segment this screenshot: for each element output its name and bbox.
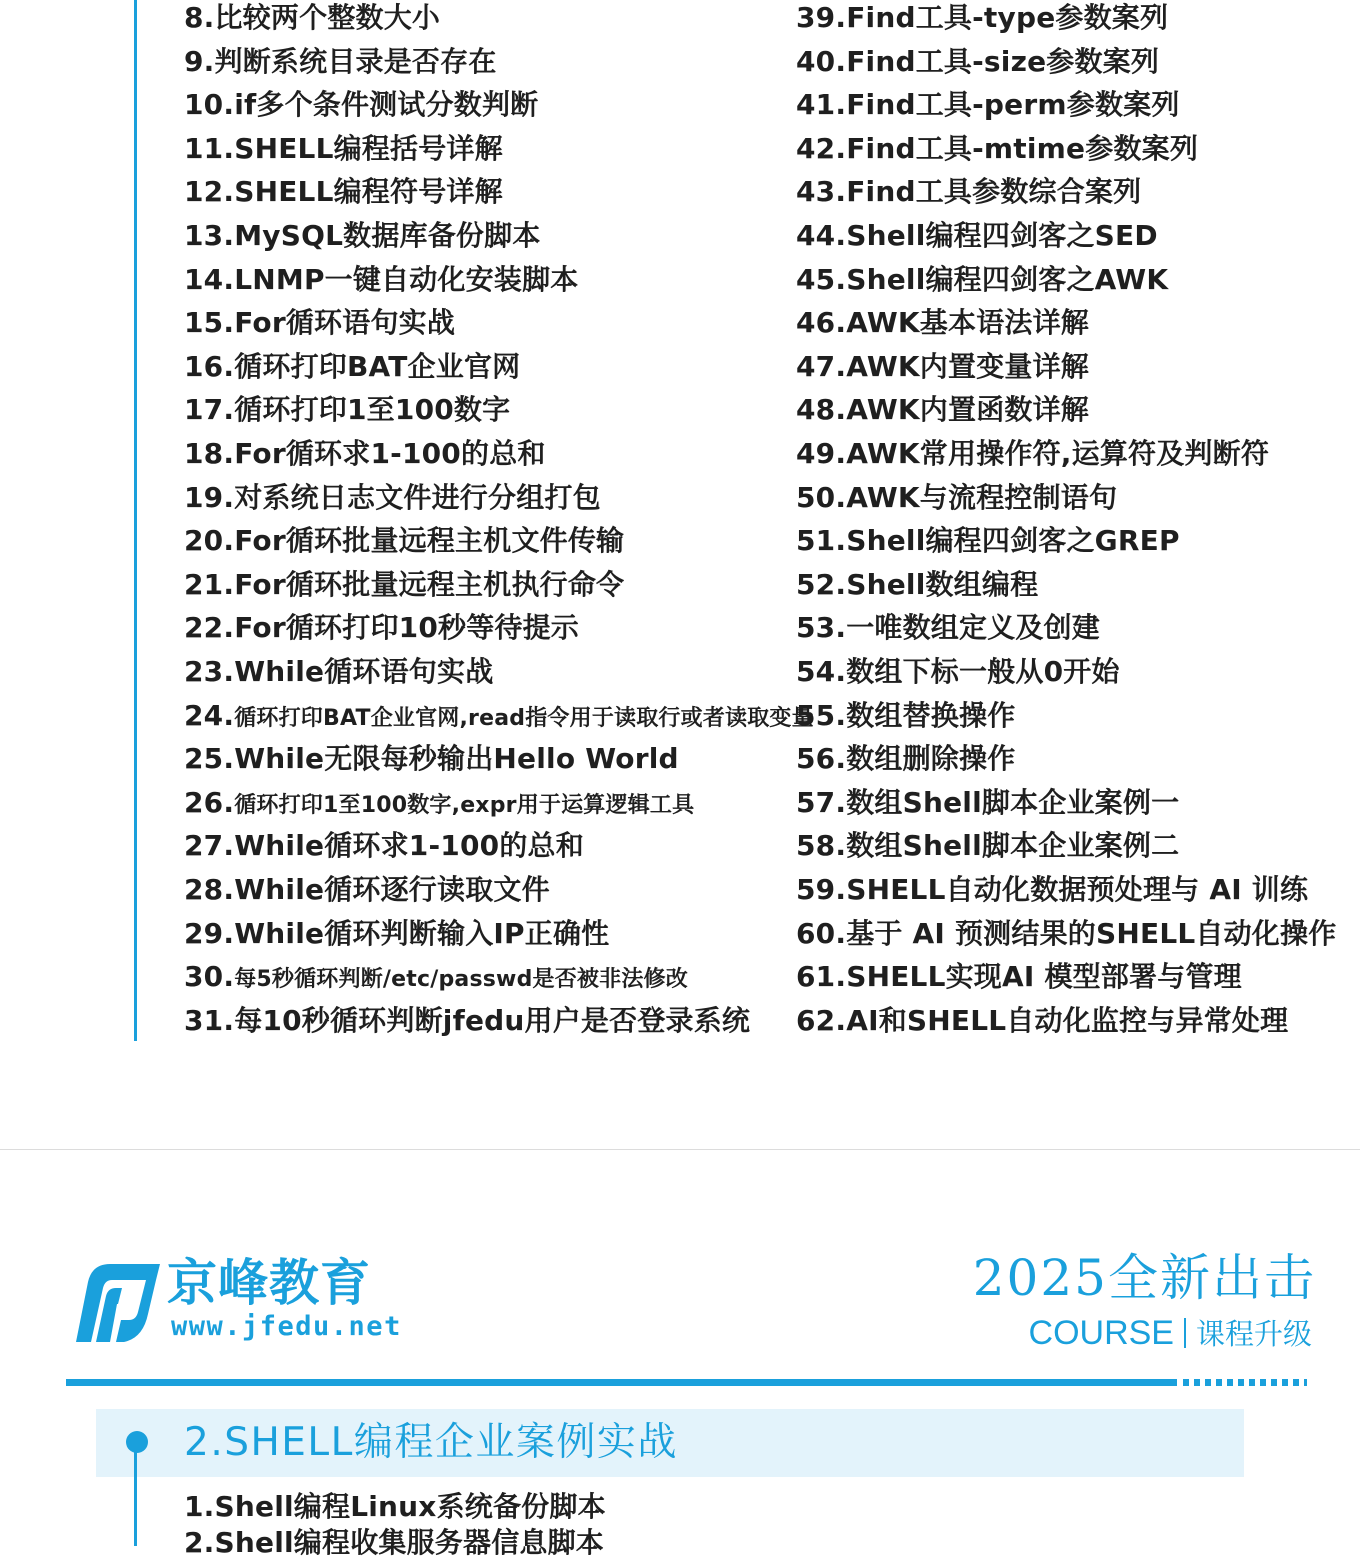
list-item: 11.SHELL编程括号详解 xyxy=(184,131,503,165)
list-item: 47.AWK内置变量详解 xyxy=(796,349,1089,383)
page-divider xyxy=(0,1149,1360,1150)
timeline-dot-icon xyxy=(126,1431,148,1453)
list-item-number: 30. xyxy=(184,960,235,994)
list-item: 53.一唯数组定义及创建 xyxy=(796,611,1101,645)
list-item: 22.For循环打印10秒等待提示 xyxy=(184,611,580,645)
list-item: 40.Find工具-size参数案列 xyxy=(796,44,1160,78)
list-item: 23.While循环语句实战 xyxy=(184,655,494,688)
list-item-text: 循环打印BAT企业官网,read指令用于读取行或者读取变量 xyxy=(234,705,814,731)
list-item-text: 每5秒循环判断/etc/passwd是否被非法修改 xyxy=(234,967,688,993)
list-item-number: 24. xyxy=(184,698,235,732)
header-rule xyxy=(66,1379,1177,1386)
list-item: 43.Find工具参数综合案列 xyxy=(796,175,1142,209)
list-item: 60.基于 AI 预测结果的SHELL自动化操作 xyxy=(796,916,1337,950)
list-item xyxy=(184,696,814,736)
list-item: 54.数组下标一般从0开始 xyxy=(796,655,1120,688)
list-item: 8.比较两个整数大小 xyxy=(184,1,441,34)
timeline-line-bottom xyxy=(134,1452,137,1546)
list-item: 42.Find工具-mtime参数案列 xyxy=(796,131,1199,165)
list-item: 49.AWK常用操作符,运算符及判断符 xyxy=(796,437,1270,470)
list-item: 21.For循环批量远程主机执行命令 xyxy=(184,567,625,601)
list-item: 44.Shell编程四剑客之SED xyxy=(796,219,1158,252)
list-item: 58.数组Shell脚本企业案例二 xyxy=(796,829,1180,863)
list-item: 39.Find工具-type参数案列 xyxy=(796,1,1169,34)
course-cn-label: 课程升级 xyxy=(1195,1319,1312,1351)
list-item: 1.Shell编程Linux系统备份脚本 xyxy=(184,1490,606,1523)
list-item: 52.Shell数组编程 xyxy=(796,567,1039,601)
section-title: 2.SHELL编程企业案例实战 xyxy=(184,1420,678,1465)
list-item-text: 循环打印1至100数字,expr用于运算逻辑工具 xyxy=(234,792,695,818)
list-item: 19.对系统日志文件进行分组打包 xyxy=(184,480,601,514)
course-upgrade-tag xyxy=(1029,1312,1312,1356)
list-item: 56.数组删除操作 xyxy=(796,742,1016,776)
year-title: 2025全新出击 xyxy=(972,1249,1316,1307)
list-item: 31.每10秒循环判断jfedu用户是否登录系统 xyxy=(184,1003,751,1037)
timeline-line-top xyxy=(134,0,137,1041)
list-item: 12.SHELL编程符号详解 xyxy=(184,175,503,209)
list-item: 18.For循环求1-100的总和 xyxy=(184,437,546,470)
separator-bar xyxy=(1184,1318,1186,1348)
brand-url: www.jfedu.net xyxy=(171,1311,402,1342)
list-item: 29.While循环判断输入IP正确性 xyxy=(184,916,610,950)
list-item: 25.While无限每秒输出Hello World xyxy=(184,742,679,776)
list-item: 17.循环打印1至100数字 xyxy=(184,393,511,427)
list-item: 61.SHELL实现AI 模型部署与管理 xyxy=(796,960,1242,994)
list-item: 14.LNMP一键自动化安装脚本 xyxy=(184,262,579,296)
course-en-label: COURSE xyxy=(1028,1314,1174,1352)
list-item: 13.MySQL数据库备份脚本 xyxy=(184,219,541,252)
list-item: 16.循环打印BAT企业官网 xyxy=(184,349,521,383)
list-item: 15.For循环语句实战 xyxy=(184,306,456,340)
list-item: 57.数组Shell脚本企业案例一 xyxy=(796,785,1180,819)
list-item: 28.While循环逐行读取文件 xyxy=(184,873,550,906)
list-item: 50.AWK与流程控制语句 xyxy=(796,480,1118,514)
list-item: 27.While循环求1-100的总和 xyxy=(184,829,584,863)
list-item: 46.AWK基本语法详解 xyxy=(796,306,1089,340)
brand-name: 京峰教育 xyxy=(167,1254,371,1312)
list-item: 2.Shell编程收集服务器信息脚本 xyxy=(184,1526,605,1559)
list-item: 9.判断系统目录是否存在 xyxy=(184,44,497,78)
list-item: 48.AWK内置函数详解 xyxy=(796,393,1089,427)
list-item: 10.if多个条件测试分数判断 xyxy=(184,88,539,122)
list-item-number: 26. xyxy=(184,785,235,819)
list-item: 45.Shell编程四剑客之AWK xyxy=(796,262,1169,296)
list-item: 62.AI和SHELL自动化监控与异常处理 xyxy=(796,1003,1289,1037)
list-item: 41.Find工具-perm参数案列 xyxy=(796,88,1180,122)
list-item: 20.For循环批量远程主机文件传输 xyxy=(184,524,625,558)
header-rule-dotted xyxy=(1183,1379,1307,1386)
list-item xyxy=(184,783,694,823)
list-item: 59.SHELL自动化数据预处理与 AI 训练 xyxy=(796,873,1309,906)
list-item: 55.数组替换操作 xyxy=(796,698,1016,732)
list-item xyxy=(184,957,688,997)
jfedu-logo-icon xyxy=(66,1258,162,1344)
list-item: 51.Shell编程四剑客之GREP xyxy=(796,524,1180,558)
